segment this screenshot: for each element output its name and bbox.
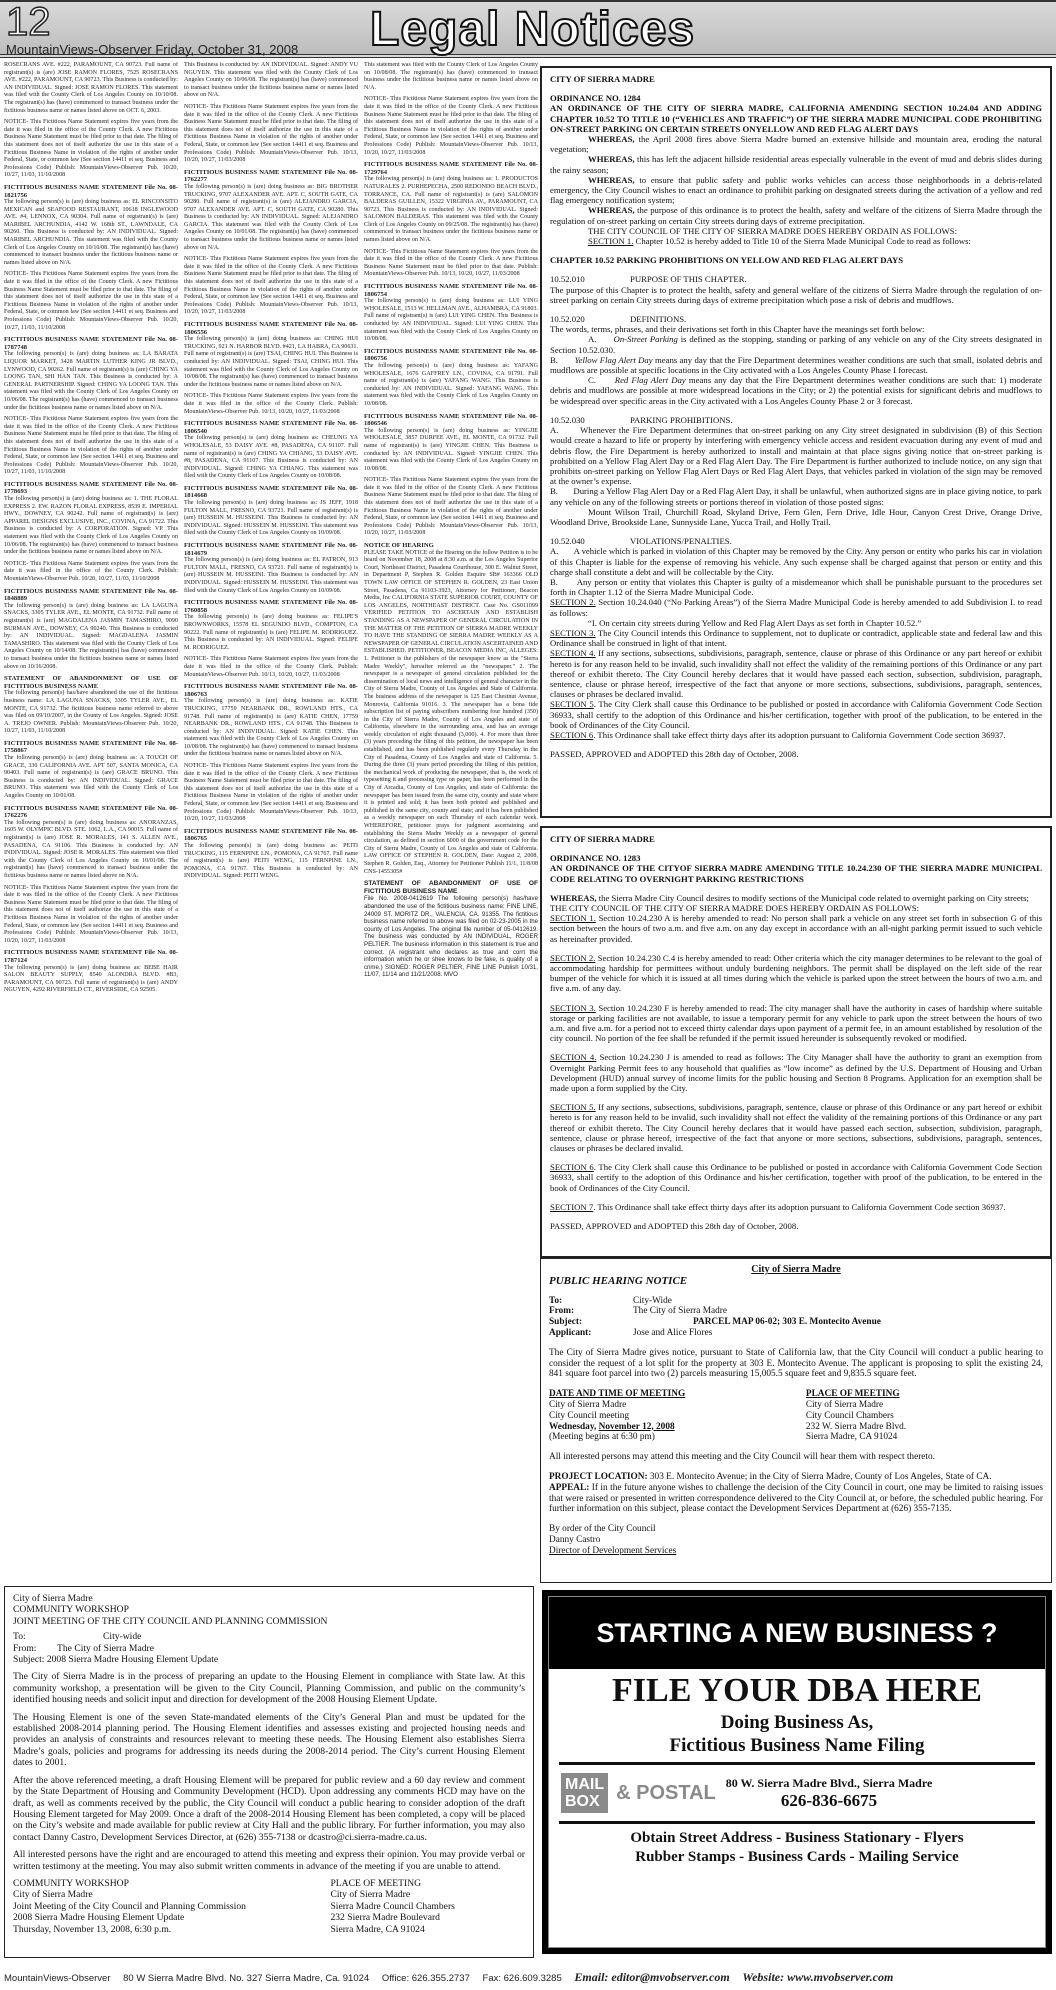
section-1: SECTION 1. Chapter 10.52 is hereby added to Title 10 of the Sierra Made Municipal Code to read as follows:: [588, 236, 971, 247]
legal-notice: [364, 542, 538, 876]
section-030-heading: 10.52.030 PARKING PROHIBITIONS.: [550, 414, 733, 425]
meeting-info: [549, 1389, 1043, 1443]
ad-sub-2: Fictitious Business Name Filing: [669, 1735, 925, 1756]
legal-notice: [4, 561, 178, 584]
notice-text: The following person(s) is (are) doing business as: 1. THE FLORAL EXPRESS 2. EW. RAZON FLORAL EXPRESS, 8539 E. IMPERIAL HWY., DOWNEY, CA 90242. Full name of registrant(s) is (are) APPAREL DESIGNS EXCLUSIVE, INC., COVINA, CA 91722. This Business is conducted by: A CORPORATION. Signed: VP. This statement was filed with the County Clerk of Los Angeles County on 10/06/08. The registrant(s) has (have) commenced to transact business under the fictitious business name or names listed above on N/A.: [4, 496, 178, 556]
notice-text: NOTICE- This Fictitious Name Statement expires five years from the date it was filed in the office of the County Clerk. A new Fictitious Business Name Statement must be filed prior to that date. The filing of this statement does not of itself authorize the use in this state of a Fictitious Business Name in violation of the rights of another under Federal, State, or common law (See section 14411 et seq. Business and Professions Code) Publish: MountainViews-Observer Pub. 10/13, 10/20, 10/27, 11/03/2008: [4, 884, 178, 944]
legal-notice: [4, 740, 178, 801]
ordinance-number: ORDINANCE NO. 1284: [550, 93, 641, 104]
page-footer: [4, 1970, 1054, 1985]
passed-statement: PASSED, APPROVED and ADOPTED this 28th day of October, 2008.: [550, 1221, 799, 1232]
notice-text: The following person(s) is (are) doing business as: EL RINCONSITO MEXICAN and SEAFOOD RESTAURANT, 10618 INGLEWOOD AVE. #4, LENNOX, CA 90304. Full name of registrant(s) is (are) MARIBEL ARCHUNDIA, 4142 W. 168th ST., LAWNDALE, CA 90260. This Business is conducted by: AN INDIVIDUAL. Signed: MARIBEL ARCHUNDIA. This statement was filed with the County Clerk of Los Angeles County on 10/10/08. The registrant(s) has (have) commenced to transact business under the fictitious business name or names listed above on N/A.: [4, 199, 178, 266]
legal-notice: [4, 588, 178, 672]
section-label: SECTION 4.: [550, 648, 596, 659]
divider: [559, 1821, 1035, 1824]
footer-office: Office: 626.355.2737: [381, 1973, 470, 1984]
publication-name: MountainViews-Observer: [6, 42, 152, 57]
list-item: [550, 597, 1042, 617]
list-item: [550, 648, 1042, 699]
workshop-subject: Subject: 2008 Sierra Madre Housing Element Update: [13, 1654, 219, 1666]
legal-notice: [184, 393, 358, 416]
field-label: From:: [549, 1306, 575, 1317]
workshop-to: To: City-wide: [13, 1631, 142, 1643]
project-location: PROJECT LOCATION: 303 E. Montecito Avenue; in the City of Sierra Madre, County of Los Angeles, State of CA.: [549, 1471, 992, 1482]
whereas-lead: WHEREAS,: [588, 154, 635, 165]
section-text: If any sections, subsections, subdivisions, paragraph, sentence, clause or phrase of this Ordinance or any part hereof or exhibit hereto is for any reason held to be invalid, such invalidity shall not effect the validity of the remaining portions of this Ordinance or any part thereof or exhibit thereto. The City Council hereby declares that it would have passed each section, subsection, subdivision, paragraph, sentence, clause or phrase hereof, irrespective of the fact that anyone or more sections, subsections, subdivisions, paragraph, sentences, clauses or phrases be declared invalid.: [550, 648, 1042, 700]
footer-paper: MountainViews-Observer: [4, 1973, 111, 1984]
notice-text: NOTICE- This Fictitious Name Statement expires five years from the date it was filed in the office of the County Clerk. A new Fictitious Business Name Statement must be filed prior to that date. The filing of this statement does not of itself authorize the use in this state of a Fictitious Business Name in violation of the rights of another under Federal, State, or common law (See section 14411 et seq. Business and Professions Code) Publish: MountainViews-Observer Pub. 10/13, 10/20, 10/27, 11/03/2008: [184, 256, 358, 316]
field-value: The City of Sierra Madre: [633, 1306, 727, 1317]
dba-advertisement: [542, 1590, 1052, 1954]
ad-headline: STARTING A NEW BUSINESS ?: [549, 1597, 1045, 1669]
place-of-meeting: PLACE OF MEETING City of Sierra Madre City Council Chambers 232 W. Sierra Madre Blvd. Sierra Madre, CA 91024: [805, 1389, 907, 1443]
date-and-time: DATE AND TIME OF MEETING City of Sierra Madre City Council meeting Wednesday, November 12, 2008 (Meeting begins at 6:30 pm): [549, 1389, 686, 1443]
public-hearing-notice: [540, 1258, 1052, 1583]
section-040-b: B. Any person or entity that violates this Chapter is guilty of a misdemeanor which shall be punishable pursuant to the procedures set forth in Chapter 1.12 of the Sierra Madre Municipal Code.: [550, 576, 1042, 598]
notice-heading: FICTITIOUS BUSINESS NAME STATEMENT File No. 08-1778693: [4, 480, 178, 496]
notice-text: NOTICE- This Fictitious Name Statement expires five years from the date it was filed in the office of the County Clerk. A new Fictitious Business Name Statement must be filed prior to that date. The filing of this statement does not of itself authorize the use in this state of a Fictitious Business Name in violation of the rights of another under Federal, State, or common law (See section 14411 et seq. Business and Professions Code) Publish: MountainViews-Observer Pub. 10/13, 10/20, 10/27, 11/03/2008: [364, 96, 538, 156]
notice-text: NOTICE- This Fictitious Name Statement expires five years from the date it was filed in the office of the County Clerk. A new Fictitious Business Name Statement must be filed prior to that date. The filing of this statement does not of itself authorize the use in this state of a Fictitious Business Name in violation of the rights of another under Federal, State, or common law (See section 14411 et seq. Business and Professions Code) Publish: MountainViews-Observer Pub. 10/13, 10/20, 10/27, 11/03/2008: [184, 763, 358, 823]
workshop-paragraph: The City of Sierra Madre is in the process of preparing an update to the Housing Element in compliance with State law. At this community workshop, a presentation will be given to the City Council, Planning Commission, and public on the community’s identified housing needs and solicit input and direction for development of the 2008 Housing Element Update.: [13, 1671, 525, 1706]
passed-statement: PASSED, APPROVED and ADOPTED this 28th day of October, 2008.: [550, 749, 799, 760]
notice-heading: NOTICE OF HEARING: [364, 542, 434, 550]
legal-notice: [184, 321, 358, 389]
ordinance-title: AN ORDINANCE OF THE CITYOF SIERRA MADRE AMENDING TITLE 10.24.230 OF THE SIERRA MADRE MUNICIPAL CODE RELATING TO OVERNIGHT PARKING RESTRICTIONS: [550, 863, 1042, 884]
mailbox-logo-icon: MAIL BOX: [561, 1773, 608, 1813]
notice-text: The following person(s) is (are) doing business as: BIG BROTHER TRUCKING, 9707 ALEXANDER AVE. APT. C, SOUTH GATE, CA 90280. Full name of registrant(s) is (are) ALEJANDRO GARCIA, 9707 ALEXANDER AVE. APT. C, SOUTH GATE, CA 90280. This Business is conducted by: AN INDIVIDUAL. Signed: ALEJANDRO GARCIA. This statement was filed with the County Clerk of Los Angeles County on 10/01/08. The registrant(s) has (have) commenced to transact business under the fictitious business name or names listed above on N/A.: [184, 183, 358, 251]
list-item: [550, 618, 1042, 628]
postal-logo-text: & POSTAL: [616, 1781, 716, 1804]
notice-heading: STATEMENT OF ABANDONMENT OF USE OF FICTITIOUS BUSINESS NAME: [364, 880, 538, 895]
ordinance-city: CITY OF SIERRA MADRE: [550, 74, 655, 84]
legal-notice: [4, 416, 178, 477]
legal-notice: [364, 880, 538, 979]
definition-a: A. On-Street Parking is defined as the stopping, standing or parking of any vehicle on any of the City streets designated in Section 10.52.030.: [550, 334, 1042, 355]
section-text: If any sections, subsections, subdivisions, paragraph, sentence, clause or phrase of this Ordinance or any part hereof or exhibit hereto is for any reason held to be invalid, such invalidity shall not effect the validity of the remaining portions of this Ordinance or any part thereof or exhibit thereto. The City Council hereby declares that it would have passed each section, subsection, subdivision, paragraph, sentence, clause or phrase hereof, irrespective of the fact that anyone or more sections, subsections, subdivisions, paragraph, sentences, clauses or phrases be declared invalid.: [550, 1102, 1042, 1154]
section-text: Section 10.24.230 J is amended to read as follows: The City Manager shall have the authority to grant an exemption from Overnight Parking Permit fees to any household that qualifies as “low income” as defined by the U.S. Department of Housing and Urban Development (HUD) annual survey of income limits for the public housing and Section 8 Programs. Application for an exemption shall be made upon a form supplied by the City.: [550, 1052, 1042, 1094]
list-item: [550, 154, 1042, 174]
workshop-meeting-info: [13, 1878, 525, 1935]
appeal: APPEAL: If in the future anyone wishes to challenge the decision of the City Council in court, one may be limited to raising issues that were raised or presented in written correspondence delivered to the City Council at, or before, the scheduled public hearing. For further information on this subject, please contact the Development Services Department at (626) 355-7135.: [549, 1482, 1043, 1515]
notice-heading: FICTITIOUS BUSINESS NAME STATEMENT File No. 08-1787748: [4, 336, 178, 351]
section-030-b: B. During a Yellow Flag Alert Day or a Red Flag Alert Day, it shall be unlawful, when authorized signs are in place giving notice, to park any vehicle on any of the following streets or portions thereof in violation of those posted signs:: [550, 486, 1043, 507]
page-number: 12: [6, 0, 51, 44]
ordinance-number: ORDINANCE NO. 1283: [550, 853, 641, 864]
notice-heading: FICTITIOUS BUSINESS NAME STATEMENT File No. 08-1806765: [184, 827, 358, 843]
attend-statement: All interested persons may attend this meeting and the City Council will hear them with respect thereto.: [549, 1452, 935, 1463]
notice-heading: FICTITIOUS BUSINESS NAME STATEMENT File No. 08-1762276: [4, 804, 178, 820]
hearing-title: PUBLIC HEARING NOTICE: [549, 1274, 688, 1287]
legal-notice: [184, 62, 358, 100]
ad-services: Obtain Street Address - Business Stationary - Flyers Rubber Stamps - Business Cards - Mailing Service: [630, 1830, 964, 1865]
notice-text: The following person(s) is (are) doing business as: JS JEFF, 1918 FULTON MALL, FRESNO, CA 93721. Full name of registrant(s) is (are) HUSSEIN M. HUSSEINI. This Business is conducted by: AN INDIVIDUAL. Signed: HUSSEIN M. HUSSEINI. This statement was filed with the County Clerk of Los Angeles County on 10/09/08.: [184, 500, 358, 537]
legal-notice: [364, 62, 538, 92]
legal-notice: [364, 249, 538, 279]
notice-heading: FICTITIOUS BUSINESS NAME STATEMENT File No. 08-1760858: [184, 599, 358, 614]
notice-heading: FICTITIOUS BUSINESS NAME STATEMENT File No. 08-1806756: [364, 347, 538, 363]
list-item: [550, 1052, 1042, 1093]
list-item: [549, 1317, 1043, 1328]
notice-text: This Business is conducted by: AN INDIVIDUAL. Signed: ANDY VU NGUYEN. This statement was filed with the County Clerk of Los Angeles County on 10/06/08. The registrant(s) has (have) commenced to transact business under the fictitious business name or names listed above on N/A.: [184, 62, 358, 99]
notice-heading: FICTITIOUS BUSINESS NAME STATEMENT File No. 08-1821756: [4, 183, 178, 199]
whereas-lead: WHEREAS,: [588, 174, 635, 185]
section-040-heading: 10.52.040 VIOLATIONS/PENALTIES.: [550, 536, 732, 547]
section-020-heading: 10.52.020 DEFINITIONS.: [550, 314, 687, 325]
whereas: WHEREAS, the Sierra Madre City Council desires to modify sections of the Municipal code related to overnight parking on City streets;: [550, 892, 1029, 903]
section-text: “I. On certain city streets during Yellow and Red Flag Alert Days as set forth in Chapter 10.52.”: [588, 617, 922, 628]
section-label: SECTION 2.: [550, 952, 596, 963]
notice-heading: FICTITIOUS BUSINESS NAME STATEMENT File No. 08-1806546: [364, 412, 538, 428]
notice-text: NOTICE- This Fictitious Name Statement expires five years from the date it was filed in the office of the County Clerk. Publish: MountainViews-Observer Pub. 10/20, 10/27, 11/03, 11/10/2008: [4, 560, 178, 582]
notice-text: NOTICE- This Fictitious Name Statement expires five years from the date it was filed in the office of the County Clerk. A new Fictitious Business Name Statement must be filed prior to that date. The filing of this statement does not of itself authorize the use in this state of a Fictitious Business Name in violation of the rights of another under Federal, State, or common law (See section 14411 et seq. Business and Professions Code) Publish: MountainViews-Observer Pub. 10/20, 10/27, 11/03, 11/10/2008: [4, 416, 178, 476]
legal-column-3: [364, 62, 538, 1562]
notice-text: The following person(s) is (are) doing business as: ANORANZAS, 1605 W. OLYMPIC BLVD. STE. 1062, L.A., CA 90015. Full name of registrant(s) is (are) JOSE R. MORALES, 141 S. ALLEN AVE., PASADENA, CA 91106. This Business is conducted by: AN INDIVIDUAL. Signed: JOSE R. MORALES. This statement was filed with the County Clerk of Los Angeles County on 10/01/08. The registrant(s) has (have) commenced to transact business under the fictitious business name or names listed above on N/A.: [4, 819, 178, 879]
notice-text: The following person(s) has/have abandoned the use of the fictitious business name: LA LAGUNA SNACKS, 3305 TYLER AVE., EL MONTE, CA 91732. The fictitious business name referred to above was filed on 09/10/2007, in the County of Los Angeles. Signed: JOSE A. TREJO OWNER. Publish: MountainViews-Observer Pub. 10/20, 10/27, 11/03, 11/10/2008: [4, 690, 178, 735]
workshop-title: COMMUNITY WORKSHOP: [13, 1604, 129, 1616]
legal-notice: [184, 485, 358, 538]
list-item: [550, 1102, 1042, 1153]
definition-b: B. Yellow Flag Alert Day means any day that the Fire Department determines weather conditions are such that small, isolated debris and mudflows are possible at specific locations in the City activated with a Los Angeles County Phase I forecast.: [550, 354, 1042, 376]
hearing-org: City of Sierra Madre: [751, 1264, 841, 1275]
notice-text: The following person(s) is (are) doing business as: LA LAGUNA SNACKS, 3305 TYLER AVE., EL MONTE, CA 91732. Full name of registrant(s) is (are) MAGDALENA JASMIN TAMASHIRO, 9090 BURMAN AVE., DOWNEY, CA 90240. This Business is conducted by: AN INDIVIDUAL. Signed: MAGDALENA JASMIN TAMASHIRO. This statement was filed with the County Clerk of Los Angeles County on 10/14/08. The registrant(s) has (have) commenced to transact business under the fictitious business name or names listed above on 10/16/2008.: [4, 602, 178, 670]
notice-heading: FICTITIOUS BUSINESS NAME STATEMENT File No. 08-1758867: [4, 739, 178, 755]
whereas-lead: WHEREAS,: [588, 205, 635, 216]
legal-notice: [184, 169, 358, 253]
section-text: Section 10.24.230 F is hereby amended to read: The city manager shall have the authority in cases of hardship where suitable storage or parking facilities are not available, to issue a temporary permit for any vehicle to park upon the street between the hours of two a.m. and five a.m. for a period not to exceed thirty calendar days upon payment of a permit fee, in an amount established by resolution of the city council. No portion of the fee shall be refunded if the permit issued hereunder is subsequently revoked or modified.: [550, 1002, 1042, 1044]
whereas-text: to ensure that public safety and public works vehicles can access those neighborhoods in a debris-related emergency, the City Council wishes to enact an ordinance to prohibit parking on designated streets during the activation of a yellow and red flag emergency notification system;: [550, 174, 1042, 206]
list-item: [550, 1162, 1042, 1193]
legal-notice: [364, 348, 538, 409]
hearing-body: The City of Sierra Madre gives notice, pursuant to State of California law, that the City Council will conduct a public hearing to consider the request of a lot split for the property at 303 E. Montecito Avenue. The applicant is proposing to split the existing 24, 841 square foot parcel into two (2) parcels measuring 15,005.5 square feet and 9,835.5 square feet.: [549, 1347, 1043, 1380]
legal-notice: [4, 62, 178, 115]
list-item: [549, 1328, 1043, 1339]
chapter-heading: CHAPTER 10.52 PARKING PROHIBITIONS ON YELLOW AND RED FLAG ALERT DAYS: [550, 255, 904, 266]
publication-date: Friday, October 31, 2008: [155, 42, 299, 57]
legal-notice: [184, 420, 358, 481]
legal-notice: [184, 256, 358, 317]
ordinance-sections: [550, 913, 1042, 1212]
workshop-details: COMMUNITY WORKSHOP City of Sierra Madre Joint Meeting of the City Council and Planning Commission 2008 Sierra Madre Housing Element Update Thursday, November 13, 2008, 6:30 p.m.: [13, 1877, 246, 1935]
list-item: [550, 1202, 1042, 1212]
notice-heading: FICTITIOUS BUSINESS NAME STATEMENT File No. 08-1814668: [184, 484, 358, 500]
ordinance-1284: [540, 66, 1052, 818]
list-item: [550, 953, 1042, 994]
section-010-heading: 10.52.010 PURPOSE OF THIS CHAPTER.: [550, 274, 747, 285]
list-item: [550, 699, 1042, 730]
section-text: . The City Clerk shall cause this Ordinance to be published or posted in accordance with California Government Code Section 36933, shall certify to the adoption of this Ordinance and his/her certification, together with proof of the publication, to be entered in the book of Ordinances of the City Council.: [550, 1162, 1042, 1193]
field-label: Subject:: [549, 1317, 583, 1328]
section-label: SECTION 6: [550, 1162, 594, 1173]
section-text: Section 10.24.230 C.4 is hereby amended to read: Other criteria which the city manager determines to be relevant to the goal of accommodating hardship for permittees without unduly burdening neighbors. The permit shall be displayed on the left side of the rear bumper of the vehicle for which it is issued at all times during which the vehicle is parked upon the street between the hours of two a.m. and five a.m. of any day.: [550, 952, 1042, 994]
legal-notice: [184, 542, 358, 595]
section-text: Section 10.24.040 (“No Parking Areas”) of the Sierra Madre Municipal Code is hereby amended to add Subdivision I. to read as follows:: [550, 597, 1042, 618]
notice-text: The following person(s) is (are) doing business as: EL PATRON, 913 FULTON MALL, FRESNO, CA 93721. Full name of registrant(s) is (are) HUSSEIN M. HUSSEINI. This Business is conducted by: AN INDIVIDUAL. Signed: HUSSEIN M. HUSSEINI. This statement was filed with the County Clerk of Los Angeles County on 10/09/08.: [184, 557, 358, 594]
section-label: SECTION 1.: [550, 913, 596, 924]
notice-text: The following person(s) is (are) doing business as: A TOUCH OF GRACE, 330 CALIFORNIA AVE. APT 507, SANTA MONICA, CA 90403. Full name of registrant(s) is (are) GRACE BRUNO. This Business is conducted by: AN INDIVIDUAL. Signed: GRACE BRUNO. This statement was filed with the County Clerk of Los Angeles County on 10/01/08.: [4, 755, 178, 800]
notice-text: NOTICE- This Fictitious Name Statement expires five years from the date it was filed in the office of the County Clerk. A new Fictitious Business Name Statement must be filed prior to that date. The filing of this statement does not of itself authorize the use in this state of a Fictitious Business Name in violation of the rights of another under Federal, State, or common law (See section 14411 et seq. Business and Professions Code) Publish: MountainViews-Observer Pub. 10/20, 10/27, 11/03, 11/10/2008: [4, 119, 178, 179]
legal-notice: [364, 413, 538, 474]
section-label: SECTION 5.: [550, 1102, 596, 1113]
legal-notice: [4, 184, 178, 268]
list-item: [550, 913, 1042, 944]
whereas-text: this has left the adjacent hillside residential areas especially vulnerable in the event of mud and debris slides during the rainy season;: [550, 154, 1042, 175]
notice-heading: STATEMENT OF ABANDONMENT OF USE OF FICTITIOUS BUSINESS NAME: [4, 675, 178, 690]
workshop-from: From: The City of Sierra Madre: [13, 1642, 154, 1654]
footer-email-link[interactable]: Email: editor@mvobserver.com: [574, 1970, 730, 1984]
legal-notice: [364, 96, 538, 157]
notice-text: The following person(s) is (are) doing business as: 1. PRODUCTOS NATURALES 2. PURHEPECHA, 2500 REDONDO BEACH BLVD., TORRANCE, CA. Full name of registrant(s) is (are) SALOMON BALDERAS GUILLEN, 15322 VIRGINIA AV., PARAMOUNT, CA 90723. This Business is conducted by: AN INDIVIDUAL. Signed: SALOMON BALDERAS. This statement was filed with the County Clerk of Los Angeles County on 09/25/08. The registrant(s) has (have) commenced to transact business under the fictitious business name or names listed above on N/A.: [364, 176, 538, 244]
notice-heading: FICTITIOUS BUSINESS NAME STATEMENT File No. 08-1848889: [4, 587, 178, 603]
street-list: Mount Wilson Trail, Churchill Road, Skyland Drive, Fern Glen, Fern Drive, Idle Hour, Canyon Crest Drive, Orange Drive, Woodland Drive, Brookside Lane, Sunnyside Lane, Yucca Trail, and Holly Trail.: [550, 506, 1042, 527]
list-item: [550, 175, 1042, 206]
section-label: SECTION 2.: [550, 597, 596, 608]
workshop-place: PLACE OF MEETING City of Sierra Madre Sierra Madre Council Chambers 232 Sierra Madre Boulevard Sierra Madre, CA 91024: [330, 1877, 455, 1935]
legal-notice: [364, 477, 538, 538]
footer-website-link[interactable]: Website: www.mvobserver.com: [742, 1970, 894, 1984]
legal-column-2: [184, 62, 358, 1562]
notice-text: NOTICE- This Fictitious Name Statement expires five years from the date it was filed in the office of the County Clerk. Publish: MountainViews-Observer Pub. 10/13, 10/20, 10/27, 11/03/2008: [184, 393, 358, 415]
hearing-fields: [549, 1296, 1043, 1339]
notice-text: The following person(s) is (are) doing business as: LUI YING WHOLESALE, 1513 W. HELLMAN AVE., ALHAMBRA, CA 91803. Full name of registrant(s) is (are) LUI YING CHEN. This Business is conducted by: AN INDIVIDUAL. Signed: LUI YING CHEN. This statement was filed with the County Clerk of Los Angeles County on 10/08/08.: [364, 298, 538, 343]
section-text: Section 10.24.230 A is hereby amended to read: No person shall park a vehicle on any street set forth in subsection G of this section between the hours of two a.m. and five a.m. on any day except in accordance with an all-night parking permit issued to such vehicle as hereinafter provided.: [550, 913, 1042, 944]
notice-heading: FICTITIOUS BUSINESS NAME STATEMENT File No. 08-1806540: [184, 420, 358, 435]
section-text: . This Ordinance shall take effect thirty days after its adoption pursuant to California Government Code section 36937.: [593, 729, 1006, 740]
section-text: . The City Clerk shall cause this Ordinance to be published or posted in accordance with California Government Code Section 36933, shall certify to the adoption of this Ordinance and his/her certification, together with proof of the publication, to be entered in the book of Ordinances of the City Council.: [550, 699, 1042, 730]
list-item: [550, 1003, 1042, 1044]
list-item: [549, 1296, 1043, 1307]
workshop-org: City of Sierra Madre: [13, 1593, 93, 1604]
notice-text: PLEASE TAKE NOTICE of the Hearing on the follow Petition is to be heard on November 18, 2008 at 8:30 a.m. at the Los Angeles Superior Court, Northeast District, Pasadena Courthouse, 300 E. Walnut Street, in Department P, Stephen R. Golden Esquire SB# 163366 OLD TOWN LAW OFFICE OF STEPHEN R. GOLDEN, 23 East Union Street, Pasadena, Ca 91103-3923, Attorney for Petitioner, Beacon Media, Inc CALIFORNIA STATE SUPERIOR COURT, COUNTY OF LOS ANGELES, NORTHEAST DISTRICT. Case No. GS011099 VERIFIED PETITION TO ASCERTAIN AND ESTABLISH STANDING AS A NEWSPAPER OF GENERAL CIRCULATION IN THE MATTER OF THE PETITION OF SIERRA MADRE WEEKLY TO HAVE THE STANDING OF SIERRA MADRE WEEKLY AS A NEWSPAPER OF GENERAL CIRCULATION ASCERTAINED AND ESTABLISHED. PETITIONER, BEACON MEDIA INC, ALLEGES: 1. Petitioner is the publishers of the newspaper know as the "Sierra Madre Weekly", hereafter referred as the "newspaper." 2. The newspaper is a newspaper of general circulation published for the dissemination of local news and intelligence of general character in the City of Sierra Madre, County of Los Angeles and State of California. The business address of the newspaper is 125 East Chestnut Avenue, Monrovia, California 91016. 3. The newspaper has a bona fide subscription list of paying subscribers numbering four hundred (350) in the City of Sierra Madre, County of Los Angeles and state of California, elsewhere in the surrounding area, and has an average weekly circulation of eight thousand (3,000). 4. For more than three (3) years preceding the filing of this petition, the newspaper has been established, and has been published regularly every Thursday in the City of Pasadena, County of Los Angeles and state of California. 5. During the three (3) years period preceding the filing of this petition, the mechanical work of producing the newspaper, that is, the work of typesetting it and processing type on paper, has been performed in the City of Arcadia, County of Los Angeles, and state of California: the newspaper has been issued from the same city, county and state where it is printed and sold; it has been both printed and published and published in the same city, county and state; and it has been published as a weekly newspaper on each Thursday of each calendar week. WHEREFORE, petitioner prays for judgment ascertaining and establishing the Sierra Madre Weekly as a newspaper of general circulation, as defined in section 6000 of the government code for the City of Sierra Madre, County of Los Angeles and state of California. LAW OFFICE OF STEPHEN R. GOLDEN, Date: August 2, 2008, Stephen R. Golden, Esq., Attorney for Petitioner Publish 11/1, 11/8/08 CNS-1455305#: [364, 549, 538, 875]
field-label: To:: [549, 1295, 563, 1306]
section-text: The City Council intends this Ordinance to supplement, not to duplicate or contradict, applicable state and federal law and this Ordinance shall be construed in light of that intent.: [550, 627, 1042, 649]
ordinance-city: CITY OF SIERRA MADRE: [550, 834, 655, 844]
footer-address: 80 W Sierra Madre Blvd. No. 327 Sierra Madre, Ca. 91024: [123, 1973, 370, 1984]
ordain-statement: THE CITY COUNCIL OF THE CITY OF SIERRA MADRE DOES HEREBY ORDAIN AS FOLLOWS:: [550, 903, 919, 914]
notice-text: The following person(s) is (are) doing business as: PEITI TRUCKING, 115 FERNPINE LN., POMONA, CA 91767. Full name of registrant(s) is (are) PEITI WENG, 115 FERNPINE LN., POMONA, CA 91767. This Business is conducted by: AN INDIVIDUAL. Signed: PEITI WENG.: [184, 843, 358, 880]
notice-text: ROSECRANS AVE. #222, PARAMOUNT, CA 90723. Full name of registrant(s) is (are) JOSE RAMON FLORES, 7525 ROSECRANS AVE. #222, PARAMOUNT, CA 90723. This Business is conducted by: AN INDIVIDUAL. Signed: JOSE RAMON FLORES. This statement was filed with the County Clerk of Los Angeles County on 10/10/08. The registrant(s) has (have) commenced to transact business under the fictitious business name or names listed above on OCT. 6, 2003.: [4, 62, 178, 114]
legal-notice: [184, 828, 358, 881]
legal-notice: [4, 885, 178, 946]
legal-notice: [4, 271, 178, 332]
community-workshop-notice: [4, 1586, 534, 1958]
legal-notice: [4, 949, 178, 995]
section-label: SECTION 3.: [550, 627, 596, 638]
field-label: Applicant:: [549, 1327, 592, 1338]
ad-sub-1: Doing Business As,: [720, 1712, 874, 1733]
notice-text: The following person(s) is (are) doing business as: YAFANG WHOLESALE, 1676 GAFFREY LN., COVINA, CA 91791. Full name of registrant(s) is (are) YAFANG WANG. This Business is conducted by: AN INDIVIDUAL. Signed: YAFANG WANG. This statement was filed with the County Clerk of Los Angeles County on 10/08/08.: [364, 362, 538, 407]
legal-notice: [184, 763, 358, 824]
notice-text: NOTICE- This Fictitious Name Statement expires five years from the date it was filed in the office of the County Clerk. Publish: MountainViews-Observer Pub. 10/13, 10/20, 10/27, 11/03/2008: [184, 656, 358, 678]
section-label: SECTION 3.: [550, 1002, 596, 1013]
workshop-subtitle: JOINT MEETING OF THE CITY COUNCIL AND PLANNING COMMISSION: [13, 1615, 328, 1627]
legal-column-1: [4, 62, 178, 1562]
legal-notice: [4, 481, 178, 557]
notice-text: The following person(s) is (are) doing business as: KATIE TRUCKING, 17759 NEARBANK DR., ROWLAND HTS., CA 91748. Full name of registrant(s) is (are) KATIE CHEN, 17759 NEARBANK DR., ROWLAND HTS., CA 91748. This Business is conducted by: AN INDIVIDUAL. Signed: KATIE CHEN. This statement was filed with the County Clerk of Los Angeles County on 10/08/08. The registrant(s) has (have) commenced to transact business under the fictitious business name or names listed above on N/A.: [184, 698, 358, 758]
section-title: Legal Notices: [370, 3, 696, 56]
ordinance-1283: [540, 826, 1052, 1258]
field-value: Jose and Alice Flores: [633, 1327, 713, 1338]
section-020-intro: The words, terms, phrases, and their derivations set forth in this Chapter have the meanings set forth below:: [550, 324, 925, 335]
notice-text: The following person(s) is (are) doing business as: LA BARATA LIQUOR MARKET, 3428 MARTIN LUTHER KING JR BLVD., LYNWOOD, CA 90262. Full name of registrant(s) is (are) CHING YA LOONG TAN, SHI HAN TAN. This Business is conducted by: A GENERAL PARTNERSHIP. Signed: CHING YA LOONG TAN. This statement was filed with the County Clerk of Los Angeles County on 10/06/08. The registrant(s) has (have) commenced to transact business under the fictitious business name or names listed above on N/A.: [4, 351, 178, 411]
field-value: City-Wide: [633, 1295, 672, 1306]
legal-notice: [184, 104, 358, 165]
legal-notice: [364, 283, 538, 344]
legal-notice: [4, 805, 178, 881]
workshop-paragraph: The Housing Element is one of the seven State-mandated elements of the City’s General Plan and must be updated for the established 2008-2014 planning period. The Housing Element identifies and assesses existing and projected housing needs and provides an analysis of constraints and resources relevant to meeting these needs. The Housing Element also establishes Sierra Madre’s goals, policies and programs for addressing its needs during the 2008-2014 period. The City’s current Housing Element dates to 2001.: [13, 1711, 525, 1769]
notice-text: This statement was filed with the County Clerk of Los Angeles County on 10/08/08. The registrant(s) has (have) commenced to transact business under the fictitious business name or names listed above on N/A.: [364, 62, 538, 91]
notice-heading: FICTITIOUS BUSINESS NAME STATEMENT File No. 08-1806754: [364, 283, 538, 298]
notice-text: NOTICE- This Fictitious Name Statement expires five years from the date it was filed in the office of the County Clerk. A new Fictitious Business Name Statement must be filed prior to that date. The filing of this statement does not of itself authorize the use in this state of a Fictitious Business Name in violation of the rights of another under Federal, State, or common law (See section 14411 et seq. Business and Professions Code) Publish: MountainViews-Observer Pub. 10/13, 10/20, 10/27, 11/03/2008: [184, 103, 358, 164]
notice-heading: FICTITIOUS BUSINESS NAME STATEMENT File No. 08-1787124: [4, 949, 178, 964]
section-030-a: A. Whenever the Fire Department determines that on-street parking on any City street designated in subdivision (B) of this Section would create a hazard to life or property by interfering with emergency vehicle access and resident evacuation during any event of mud and debris flow, the Fire Department is hereby authorized to install and maintain at that place signs giving notice that on-street parking is prohibited on a Yellow Flag Alert Day or a Red Flag Alert Day. The Fire Department is further authorized to include notice, on any sign that prohibits on-street parking on Yellow Flag Alert Days or Red Flag Alert Days, that vehicles parked in violation of the sign may be removed at the owner’s expense.: [550, 425, 1042, 487]
whereas-list: [550, 134, 1042, 226]
field-value: PARCEL MAP 06-02; 303 E. Montecito Avenue: [693, 1317, 881, 1328]
section-text: . This Ordinance shall take effect thirty days after its adoption pursuant to California Government Code section 36937.: [593, 1201, 1006, 1212]
notice-heading: FICTITIOUS BUSINESS NAME STATEMENT File No. 08-1806763: [184, 683, 358, 698]
notice-text: The following person(s) is (are) doing business as: CHEUNG YA WHOLESALE, 53 DAISY AVE. #8, PASADENA, CA 91107. Full name of registrant(s) is (are) CHING YA CHIANG, 53 DAISY AVE. #8, PASADENA, CA 91107. This Business is conducted by: AN INDIVIDUAL. Signed: CHING YA CHIANG. This statement was filed with the County Clerk of Los Angeles County on 10/08/08.: [184, 435, 358, 480]
list-item: [550, 730, 1042, 740]
notice-text: NOTICE- This Fictitious Name Statement expires five years from the date it was filed in the office of the County Clerk. A new Fictitious Business Name Statement must be filed prior to that date. The filing of this statement does not of itself authorize the use in this state of a Fictitious Business Name in violation of the rights of another under Federal, State, or common law (See section 14411 et seq. Business and Professions Code) Publish: MountainViews-Observer Pub. 10/13, 10/20, 10/27, 11/03/2008: [364, 477, 538, 537]
legal-notice: [184, 599, 358, 652]
list-item: [550, 134, 1042, 154]
notice-text: The following person(s) is (are) doing business as: YINGJIE WHOLESALE, 3857 DURFEE AVE., EL MONTE, CA 91732. Full name of registrant(s) is (are) YINGJIE CHEN. This Business is conducted by: AN INDIVIDUAL. Signed: YINGJIE CHEN. This statement was filed with the County Clerk of Los Angeles County on 10/08/08.: [364, 427, 538, 472]
signature: By order of the City Council Danny Castro Director of Development Services: [549, 1524, 677, 1556]
notice-heading: FICTITIOUS BUSINESS NAME STATEMENT File No. 08-1814679: [184, 542, 358, 557]
section-label: SECTION 4.: [550, 1052, 597, 1063]
ordain-statement: THE CITY COUNCIL OF THE CITY OF SIERRA MADRE DOES HEREBY ORDAIN AS FOLLOWS:: [588, 225, 957, 236]
definition-c: C. Red Flag Alert Day means any day that the Fire Department determines weather conditions are such that: 1) moderate debris and mudflows are possible at more widespread locations in the City; or 2) the potential exists for significant debris and mudflows to be widespread over specific areas in the City activated with a Los Angeles County Phase 2 or 3 forecast.: [550, 375, 1042, 406]
section-010-text: The purpose of this Chapter is to protect the health, safety and general welfare of the citizens of Sierra Madre through the regulation of on-street parking on certain City streets during days of extreme precipitation which pose a risk of debris and mudflows.: [550, 284, 1042, 305]
publication-line: [6, 42, 298, 57]
notice-heading: FICTITIOUS BUSINESS NAME STATEMENT File No. 08-1806556: [184, 321, 358, 336]
divider: [559, 1762, 1035, 1765]
list-item: [549, 1306, 1043, 1317]
ad-dba: FILE YOUR DBA HERE: [612, 1672, 982, 1709]
section-label: SECTION 5: [550, 699, 594, 710]
notice-heading: FICTITIOUS BUSINESS NAME STATEMENT File No. 08-1729764: [364, 161, 538, 176]
ordinance-title: AN ORDINANCE OF THE CITY OF SIERRA MADRE, CALIFORNIA AMENDING SECTION 10.24.04 AND ADDING CHAPTER 10.52 TO TITLE 10 (“VEHICLES AND TRAFFIC”) OF THE SIERRA MADRE MUNICIPAL CODE PROHIBITING ON-STREET PARKING ON CERTAIN STREETS ONYELLOW AND RED FLAG ALERT DAYS: [550, 103, 1042, 134]
footer-fax: Fax: 626.609.3285: [482, 1973, 562, 1984]
section-label: SECTION 6: [550, 729, 594, 740]
notice-text: File No. 2008-0412619 The following person(s) has/have abandoned the use of the fictitious business name: FINE LINE, 24009 ST. MORITZ DR., VALENCIA, CA. 91355. The fictitious business name referred to above was filed on 02-23-2005 in the county of Los Angeles. The original file number of 05-0412619. The business was conducted by AN INDIVIDUAL, ROGER PELTIER. The business information in this statement is true and correct. (A registrant who declares as true and corrt the information which he or shee knows to be fake, is quality of a crime.) SIGNED: ROGER PELTIER, FINE LINE Publish 10/31, 11/07, 11/14 and 11/21/2008. MVO: [364, 895, 538, 979]
notice-text: NOTICE- This Fictitious Name Statement expires five years from the date it was filed in the office of the County Clerk. A new Fictitious Business Name Statement must be filed prior to that date. Publish: MountainViews-Observer Pub. 10/13, 10/20, 10/27, 11/03/2008: [364, 248, 538, 278]
masthead: [0, 0, 1056, 58]
legal-notice: [4, 336, 178, 412]
whereas-lead: WHEREAS,: [588, 134, 635, 145]
workshop-paragraph: After the above referenced meeting, a draft Housing Element will be prepared for public review and a 60 day review and comment by the State Department of Housing and Community Development (HCD). Upon addressing any comments HCD may have on the draft, as well as comments received by the public, the City Council will conduct a public hearing to consider adoption of the draft Housing Element targeted for May 2009. Once a draft of the 2008-2014 Housing Element has been completed, a copy will be placed on the City’s website and made available for public review at City Hall and the public library. For further information, you may also contact Danny Castro, Development Services Director, at (626) 355-7138 or dcastro@ci.sierra-madre.ca.us.: [13, 1774, 525, 1843]
ad-address: 80 W. Sierra Madre Blvd., Sierra Madre 626-836-6675: [725, 1775, 933, 1810]
whereas-text: the April 2008 fires above Sierra Madre burned an extensive hillside and mountain area, eroding the natural vegetation;: [550, 134, 1042, 155]
list-item: [550, 628, 1042, 648]
legal-notice: [184, 683, 358, 759]
notice-text: The following person(s) is (are) doing business as: CHING HUI TRUCKING, 921 N. HARBOR BLVD. #421, LA HABRA, CA 90631. Full name of registrant(s) is (are) TSAI, CHING HUI. This Business is conducted by: AN INDIVIDUAL. Signed: TSAI, CHING HUI. This statement was filed with the County Clerk of Los Angeles County on 10/08/08. The registrant(s) has (have) commenced to transact business under the fictitious business name or names listed above on N/A.: [184, 336, 358, 388]
notice-text: The following person(s) is (are) doing business as: BEBE HAIR SALON BEAUTY SUPPLY, 8540 ALONDRA BLVD. #B3, PARAMOUNT, CA 90723. Full name of registrant(s) is (are) ANDY NGUYEN, 4292 RIVERFIELD CT., RIVERSIDE, CA 92505.: [4, 964, 178, 994]
notice-text: NOTICE- This Fictitious Name Statement expires five years from the date it was filed in the office of the County Clerk. A new Fictitious Business Name Statement must be filed prior to that date. The filing of this statement does not of itself authorize the use in this state of a Fictitious Business Name in violation of the rights of another under Federal, State, or common law (See section 14411 et seq. Business and Professions Code) Publish: MountainViews-Observer Pub. 10/20, 10/27, 11/03, 11/10/2008: [4, 271, 178, 331]
legal-notice: [4, 675, 178, 736]
list-item: [550, 205, 1042, 225]
section-label: SECTION 7: [550, 1201, 594, 1212]
ad-contact: [549, 1770, 1045, 1816]
workshop-paragraph: All interested persons have the right and are encouraged to attend this meeting and express their opinion. You may provide verbal or written testimony at the meeting. You may also submit written comments in advance of the meeting if you are unable to attend.: [13, 1849, 525, 1872]
whereas-text: the purpose of this ordinance is to protect the health, safety and welfare of the citizens of Sierra Madre through the regulation of on-street parking on certain City streets during days of extreme precipitation.: [550, 205, 1042, 226]
legal-notice: [364, 161, 538, 245]
ad-phone: 626-836-6675: [780, 1790, 878, 1810]
notice-heading: FICTITIOUS BUSINESS NAME STATEMENT File No. 08-1762277: [184, 168, 358, 184]
notice-text: The following person(s) is (are) doing business as: FELIPE'S BROWNWORKS, 15578 EL SEGUNDO BLVD., COMPTON, CA 90222. Full name of registrant(s) is (are) FELIPE M. RODRIGUEZ. This Business is conducted by: AN INDIVIDUAL. Signed: FELIPE M. RODRIGUEZ.: [184, 614, 358, 651]
section-040-a: A. A vehicle which is parked in violation of this Chapter may be removed by the City. Any person or entity who parks his car in violation of this Chapter is liable for the expense of removing his vehicle. Any such expense shall be charged against that person or entity and this charge shall constitute a debt and will be collectable by the City.: [550, 546, 1042, 577]
ordinance-sections: [550, 597, 1042, 740]
legal-notice: [4, 119, 178, 180]
legal-notice: [184, 656, 358, 679]
